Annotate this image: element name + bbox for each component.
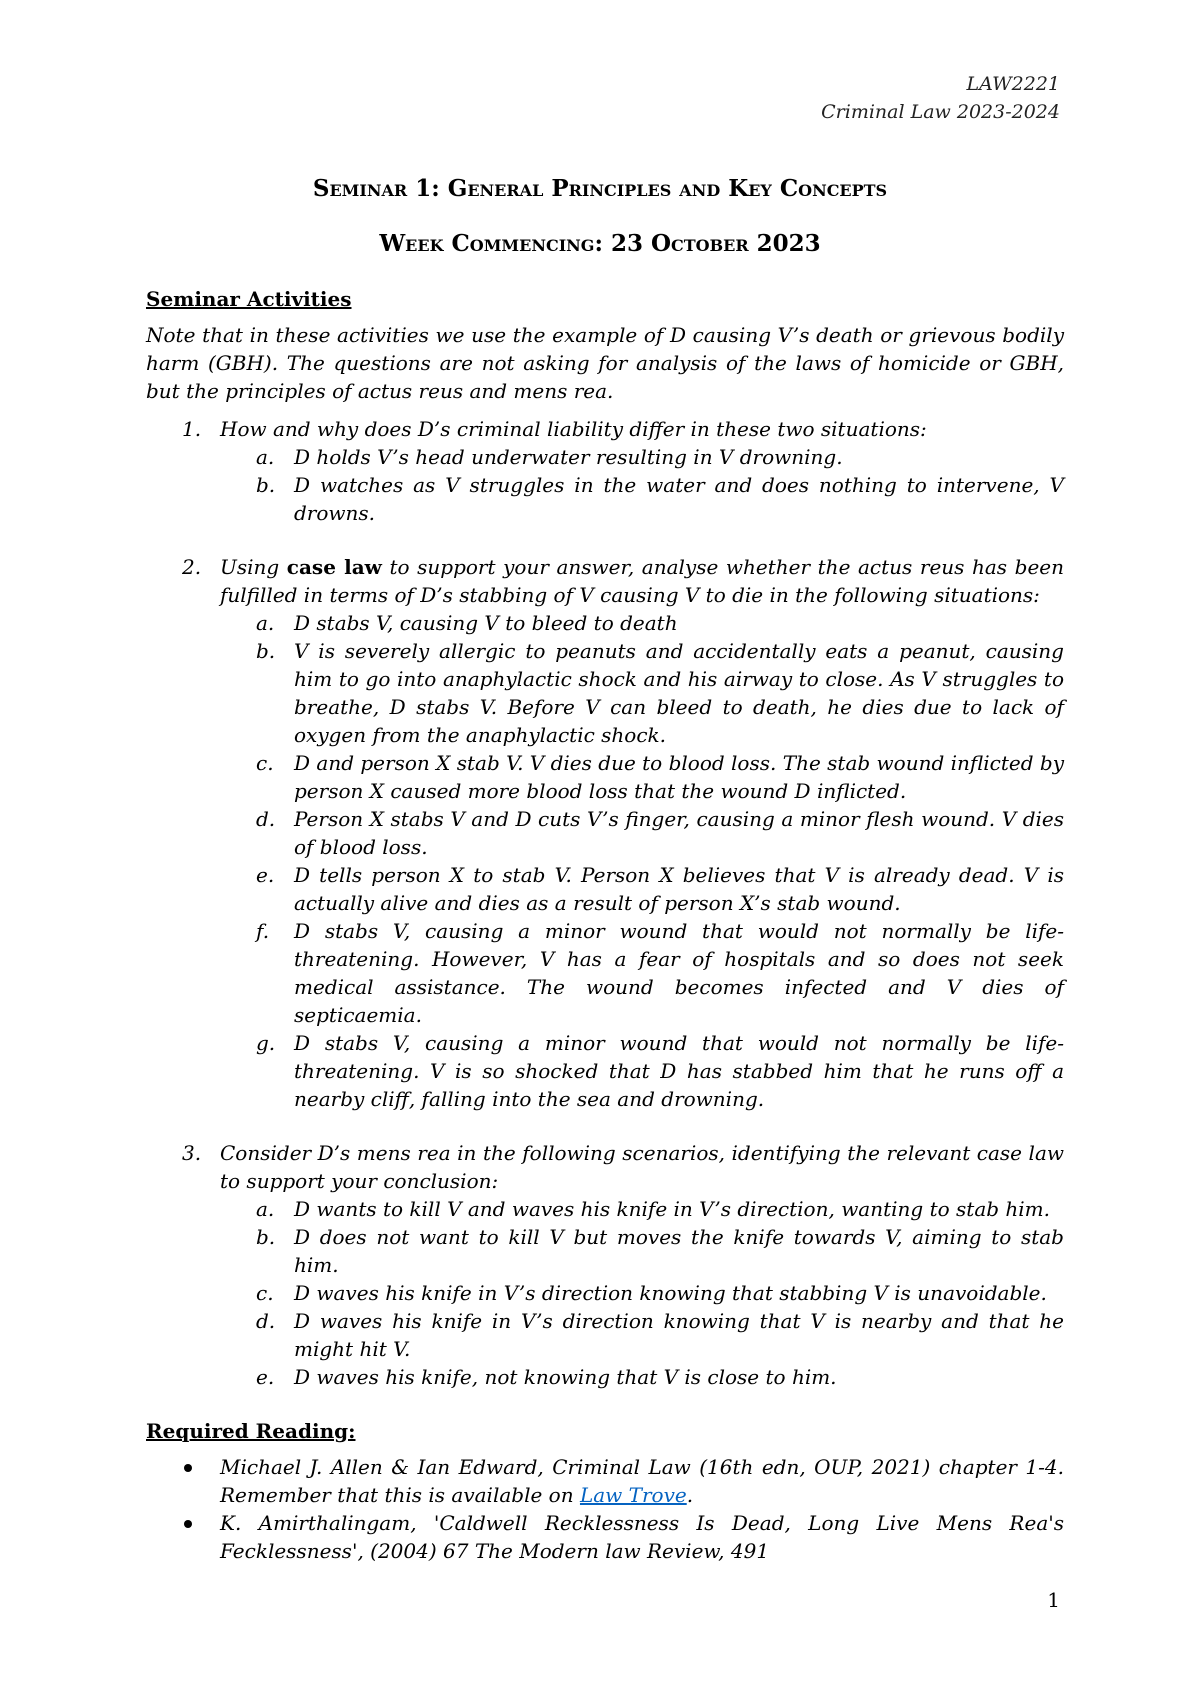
item-letter: a. (256, 611, 275, 635)
item-letter: f. (256, 919, 270, 943)
item-text: D wants to kill V and waves his knife in V’s direction, wanting to stab him. (294, 1197, 1051, 1221)
question-2 (146, 553, 1064, 1113)
item-text: D stabs V, causing a minor wound that would not normally be life-threatening. V is so shocked that D has stabbed him that he runs off a nearby cliff, falling into the sea and drowning. (294, 1031, 1064, 1111)
case-law-emphasis: case law (286, 555, 382, 579)
item-text: D waves his knife, not knowing that V is close to him. (294, 1365, 837, 1389)
reading-item (146, 1453, 1064, 1509)
item-letter: c. (256, 1281, 274, 1305)
list-item (220, 471, 1064, 527)
reading-list (146, 1453, 1064, 1565)
list-item (220, 609, 1064, 637)
item-letter: c. (256, 751, 274, 775)
question-1 (146, 415, 1064, 527)
question-list (146, 415, 1064, 1391)
sub-items (220, 609, 1064, 1113)
page-header (821, 70, 1060, 126)
item-letter: e. (256, 863, 275, 887)
list-item (220, 861, 1064, 917)
item-text: D tells person X to stab V. Person X believes that V is already dead. V is actually alive and dies as a result of person X’s stab wound. (294, 863, 1064, 915)
list-item (220, 1363, 1064, 1391)
reading-text: K. Amirthalingam, 'Caldwell Recklessness Is Dead, Long Live Mens Rea's Fecklessness', (2004) 67 The Modern law Review, 491 (220, 1511, 1064, 1563)
sub-items (220, 443, 1064, 527)
item-text: D stabs V, causing V to bleed to death (294, 611, 678, 635)
item-letter: b. (256, 639, 276, 663)
law-trove-link[interactable]: Law Trove (579, 1483, 687, 1507)
list-item (220, 1029, 1064, 1113)
item-text: D watches as V struggles in the water and does nothing to intervene, V drowns. (294, 473, 1064, 525)
item-letter: e. (256, 1365, 275, 1389)
question-number: 1. (182, 417, 202, 441)
question-text-before: Using (220, 555, 287, 579)
list-item (220, 1223, 1064, 1279)
page-number: 1 (1047, 1588, 1060, 1612)
item-text: D does not want to kill V but moves the knife towards V, aiming to stab him. (294, 1225, 1064, 1277)
reading-item (146, 1509, 1064, 1565)
item-letter: b. (256, 1225, 276, 1249)
item-letter: a. (256, 1197, 275, 1221)
item-text: Person X stabs V and D cuts V’s finger, causing a minor flesh wound. V dies of blood loss. (294, 807, 1064, 859)
question-text: Consider D’s mens rea in the following scenarios, identifying the relevant case law to support your conclusion: (220, 1141, 1064, 1193)
item-letter: a. (256, 445, 275, 469)
item-letter: d. (256, 1309, 276, 1333)
reading-after: . (686, 1483, 694, 1507)
bullet-icon (184, 1464, 192, 1472)
item-text: D waves his knife in V’s direction knowing that V is nearby and that he might hit V. (294, 1309, 1064, 1361)
list-item (220, 637, 1064, 749)
sub-items (220, 1195, 1064, 1391)
question-3 (146, 1139, 1064, 1391)
course-code: LAW2221 (966, 73, 1060, 95)
item-text: D and person X stab V. V dies due to blood loss. The stab wound inflicted by person X caused more blood loss that the wound D inflicted. (294, 751, 1064, 803)
item-text: D waves his knife in V’s direction knowing that stabbing V is unavoidable. (294, 1281, 1047, 1305)
question-number: 3. (182, 1141, 202, 1165)
list-item (220, 1279, 1064, 1307)
question-number: 2. (182, 555, 202, 579)
item-letter: g. (256, 1031, 276, 1055)
list-item (220, 1307, 1064, 1363)
item-text: V is severely allergic to peanuts and accidentally eats a peanut, causing him to go into anaphylactic shock and his airway to close. As V struggles to breathe, D stabs V. Before V can bleed to death, he dies due to lack of oxygen from the anaphylactic shock. (294, 639, 1064, 747)
item-letter: b. (256, 473, 276, 497)
activities-heading: Seminar Activities (146, 287, 352, 311)
question-text: How and why does D’s criminal liability differ in these two situations: (220, 417, 927, 441)
main-content (146, 285, 1064, 1565)
question-text-after: to support your answer, analyse whether the actus reus has been fulfilled in terms of D’s stabbing of V causing V to die in the following situations: (220, 555, 1065, 607)
activities-intro: Note that in these activities we use the example of D causing V’s death or grievous bodily harm (GBH). The questions are not asking for analysis of the laws of homicide or GBH, but the principles of actus reus and mens rea. (146, 323, 1064, 403)
bullet-icon (184, 1520, 192, 1528)
list-item (220, 1195, 1064, 1223)
item-letter: d. (256, 807, 276, 831)
seminar-title: Seminar 1: General Principles and Key Concepts (312, 175, 888, 202)
week-commencing: Week Commencing: 23 October 2023 (379, 230, 821, 257)
required-reading (146, 1417, 1064, 1565)
reading-text: Michael J. Allen & Ian Edward, Criminal Law (16th edn, OUP, 2021) chapter 1-4. Remember that this is available on (220, 1455, 1064, 1507)
item-text: D holds V’s head underwater resulting in V drowning. (294, 445, 843, 469)
list-item (220, 917, 1064, 1029)
item-text: D stabs V, causing a minor wound that would not normally be life-threatening. However, V has a fear of hospitals and so does not seek medical assistance. The wound becomes infected and V dies of septicaemia. (294, 919, 1064, 1027)
list-item (220, 443, 1064, 471)
course-title: Criminal Law 2023-2024 (821, 101, 1060, 123)
list-item (220, 805, 1064, 861)
list-item (220, 749, 1064, 805)
reading-heading: Required Reading: (146, 1419, 356, 1443)
